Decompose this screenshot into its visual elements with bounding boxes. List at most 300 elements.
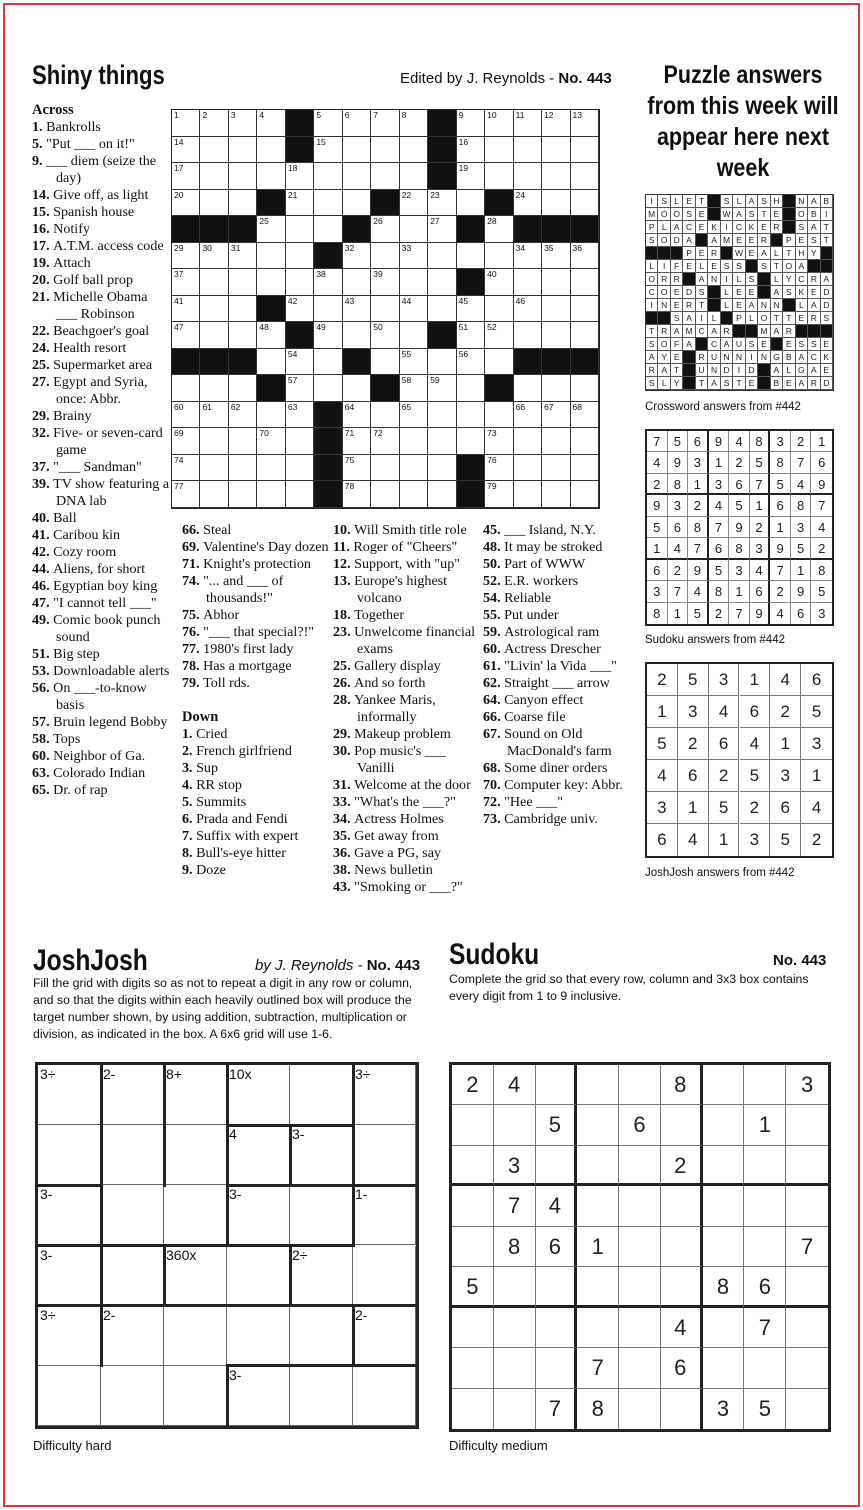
crossword-cell[interactable] [286, 455, 314, 482]
joshjosh-cell[interactable] [290, 1125, 353, 1185]
sudoku-cell[interactable] [744, 1348, 786, 1388]
joshjosh-cell[interactable] [353, 1065, 416, 1125]
crossword-cell[interactable] [485, 137, 513, 164]
crossword-cell[interactable] [286, 269, 314, 296]
crossword-cell[interactable] [400, 110, 428, 137]
sudoku-cell[interactable]: 8 [577, 1389, 619, 1429]
sudoku-cell[interactable]: 6 [744, 1267, 786, 1307]
sudoku-cell[interactable] [452, 1146, 494, 1186]
crossword-cell[interactable] [257, 137, 285, 164]
crossword-cell[interactable] [485, 428, 513, 455]
crossword-cell[interactable] [343, 481, 371, 508]
sudoku-cell[interactable]: 8 [494, 1227, 536, 1267]
crossword-cell[interactable] [257, 216, 285, 243]
crossword-cell[interactable] [172, 322, 200, 349]
sudoku-cell[interactable] [536, 1065, 578, 1105]
crossword-cell[interactable] [314, 216, 342, 243]
crossword-cell[interactable] [428, 216, 456, 243]
crossword-cell[interactable] [343, 428, 371, 455]
crossword-cell[interactable] [286, 243, 314, 270]
crossword-cell[interactable] [229, 137, 257, 164]
joshjosh-cell[interactable] [164, 1185, 227, 1245]
sudoku-cell[interactable] [452, 1389, 494, 1429]
sudoku-cell[interactable] [703, 1065, 745, 1105]
crossword-cell[interactable] [400, 243, 428, 270]
crossword-cell[interactable] [371, 216, 399, 243]
joshjosh-cell[interactable] [164, 1366, 227, 1426]
sudoku-cell[interactable] [536, 1267, 578, 1307]
crossword-cell[interactable] [229, 322, 257, 349]
sudoku-cell[interactable] [619, 1186, 661, 1226]
sudoku-cell[interactable] [661, 1267, 703, 1307]
joshjosh-cell[interactable] [101, 1366, 164, 1426]
crossword-cell[interactable] [428, 481, 456, 508]
crossword-cell[interactable] [257, 481, 285, 508]
sudoku-cell[interactable] [786, 1105, 828, 1145]
crossword-cell[interactable] [314, 349, 342, 376]
joshjosh-cell[interactable] [290, 1246, 353, 1306]
crossword-cell[interactable] [257, 428, 285, 455]
crossword-cell[interactable] [172, 110, 200, 137]
joshjosh-cell[interactable] [38, 1246, 101, 1306]
crossword-cell[interactable] [229, 110, 257, 137]
sudoku-cell[interactable]: 6 [619, 1105, 661, 1145]
crossword-cell[interactable] [457, 322, 485, 349]
joshjosh-cell[interactable] [353, 1366, 416, 1426]
crossword-cell[interactable] [314, 163, 342, 190]
crossword-cell[interactable] [542, 190, 570, 217]
crossword-cell[interactable] [485, 481, 513, 508]
sudoku-cell[interactable] [494, 1267, 536, 1307]
crossword-cell[interactable] [257, 322, 285, 349]
sudoku-cell[interactable] [619, 1308, 661, 1348]
sudoku-cell[interactable] [452, 1105, 494, 1145]
crossword-cell[interactable] [172, 402, 200, 429]
crossword-cell[interactable] [400, 137, 428, 164]
sudoku-cell[interactable] [786, 1389, 828, 1429]
sudoku-cell[interactable] [661, 1389, 703, 1429]
joshjosh-cell[interactable] [38, 1185, 101, 1245]
crossword-cell[interactable] [200, 296, 228, 323]
crossword-cell[interactable] [200, 137, 228, 164]
joshjosh-cell[interactable] [353, 1125, 416, 1185]
crossword-cell[interactable] [428, 296, 456, 323]
sudoku-cell[interactable] [619, 1389, 661, 1429]
crossword-cell[interactable] [485, 110, 513, 137]
sudoku-cell[interactable]: 1 [577, 1227, 619, 1267]
crossword-cell[interactable] [400, 349, 428, 376]
crossword-cell[interactable] [200, 190, 228, 217]
crossword-cell[interactable] [229, 481, 257, 508]
crossword-cell[interactable] [371, 296, 399, 323]
crossword-cell[interactable] [314, 110, 342, 137]
crossword-cell[interactable] [371, 402, 399, 429]
sudoku-cell[interactable] [619, 1267, 661, 1307]
sudoku-cell[interactable] [619, 1227, 661, 1267]
crossword-cell[interactable] [571, 110, 599, 137]
crossword-cell[interactable] [343, 402, 371, 429]
crossword-cell[interactable] [343, 190, 371, 217]
crossword-cell[interactable] [200, 428, 228, 455]
joshjosh-cell[interactable] [38, 1125, 101, 1185]
sudoku-cell[interactable] [536, 1348, 578, 1388]
crossword-cell[interactable] [400, 322, 428, 349]
crossword-cell[interactable] [485, 163, 513, 190]
sudoku-cell[interactable]: 8 [703, 1267, 745, 1307]
crossword-cell[interactable] [400, 481, 428, 508]
crossword-cell[interactable] [229, 163, 257, 190]
crossword-cell[interactable] [485, 216, 513, 243]
crossword-cell[interactable] [257, 349, 285, 376]
crossword-cell[interactable] [343, 375, 371, 402]
crossword-cell[interactable] [542, 428, 570, 455]
crossword-cell[interactable] [514, 243, 542, 270]
crossword-cell[interactable] [400, 455, 428, 482]
crossword-cell[interactable] [542, 402, 570, 429]
sudoku-cell[interactable] [744, 1065, 786, 1105]
joshjosh-cell[interactable] [290, 1065, 353, 1125]
crossword-cell[interactable] [314, 375, 342, 402]
sudoku-cell[interactable] [577, 1267, 619, 1307]
joshjosh-cell[interactable] [227, 1125, 290, 1185]
crossword-cell[interactable] [286, 190, 314, 217]
crossword-cell[interactable] [200, 110, 228, 137]
crossword-cell[interactable] [314, 190, 342, 217]
sudoku-cell[interactable] [577, 1105, 619, 1145]
crossword-cell[interactable] [200, 455, 228, 482]
crossword-cell[interactable] [371, 137, 399, 164]
crossword-cell[interactable] [286, 216, 314, 243]
crossword-cell[interactable] [400, 375, 428, 402]
sudoku-cell[interactable]: 7 [494, 1186, 536, 1226]
crossword-cell[interactable] [314, 322, 342, 349]
crossword-cell[interactable] [457, 163, 485, 190]
crossword-cell[interactable] [343, 322, 371, 349]
sudoku-cell[interactable]: 3 [494, 1146, 536, 1186]
crossword-cell[interactable] [343, 163, 371, 190]
sudoku-cell[interactable] [786, 1348, 828, 1388]
sudoku-cell[interactable]: 5 [744, 1389, 786, 1429]
sudoku-cell[interactable] [494, 1348, 536, 1388]
sudoku-cell[interactable] [703, 1308, 745, 1348]
crossword-cell[interactable] [371, 243, 399, 270]
joshjosh-cell[interactable] [227, 1246, 290, 1306]
crossword-cell[interactable] [400, 428, 428, 455]
crossword-cell[interactable] [229, 402, 257, 429]
crossword-cell[interactable] [200, 481, 228, 508]
crossword-cell[interactable] [172, 296, 200, 323]
crossword-cell[interactable] [200, 163, 228, 190]
joshjosh-cell[interactable] [290, 1366, 353, 1426]
sudoku-cell[interactable] [577, 1065, 619, 1105]
crossword-cell[interactable] [571, 190, 599, 217]
sudoku-cell[interactable]: 7 [577, 1348, 619, 1388]
crossword-cell[interactable] [286, 402, 314, 429]
crossword-cell[interactable] [571, 375, 599, 402]
crossword-cell[interactable] [514, 296, 542, 323]
crossword-cell[interactable] [485, 402, 513, 429]
crossword-cell[interactable] [172, 269, 200, 296]
crossword-cell[interactable] [428, 190, 456, 217]
sudoku-cell[interactable] [494, 1105, 536, 1145]
crossword-cell[interactable] [485, 455, 513, 482]
crossword-cell[interactable] [371, 349, 399, 376]
joshjosh-cell[interactable] [101, 1246, 164, 1306]
sudoku-cell[interactable] [703, 1186, 745, 1226]
joshjosh-cell[interactable] [101, 1125, 164, 1185]
crossword-cell[interactable] [428, 243, 456, 270]
sudoku-cell[interactable]: 2 [452, 1065, 494, 1105]
sudoku-cell[interactable]: 3 [786, 1065, 828, 1105]
sudoku-cell[interactable] [452, 1308, 494, 1348]
crossword-cell[interactable] [400, 296, 428, 323]
crossword-cell[interactable] [314, 137, 342, 164]
sudoku-cell[interactable] [661, 1105, 703, 1145]
crossword-cell[interactable] [457, 190, 485, 217]
crossword-cell[interactable] [400, 269, 428, 296]
crossword-cell[interactable] [542, 455, 570, 482]
sudoku-cell[interactable] [786, 1186, 828, 1226]
sudoku-cell[interactable]: 7 [744, 1308, 786, 1348]
crossword-cell[interactable] [542, 481, 570, 508]
joshjosh-cell[interactable] [38, 1065, 101, 1125]
sudoku-cell[interactable] [619, 1146, 661, 1186]
crossword-cell[interactable] [314, 269, 342, 296]
crossword-cell[interactable] [371, 110, 399, 137]
crossword-cell[interactable] [314, 296, 342, 323]
joshjosh-cell[interactable] [227, 1065, 290, 1125]
joshjosh-cell[interactable] [227, 1306, 290, 1366]
crossword-cell[interactable] [172, 137, 200, 164]
sudoku-cell[interactable]: 4 [536, 1186, 578, 1226]
sudoku-cell[interactable]: 7 [786, 1227, 828, 1267]
crossword-cell[interactable] [400, 190, 428, 217]
crossword-cell[interactable] [428, 375, 456, 402]
crossword-cell[interactable] [257, 110, 285, 137]
crossword-cell[interactable] [343, 269, 371, 296]
sudoku-cell[interactable] [661, 1227, 703, 1267]
sudoku-cell[interactable]: 8 [661, 1065, 703, 1105]
crossword-cell[interactable] [371, 481, 399, 508]
crossword-cell[interactable] [286, 349, 314, 376]
crossword-cell[interactable] [514, 190, 542, 217]
joshjosh-cell[interactable] [353, 1185, 416, 1245]
joshjosh-cell[interactable] [227, 1366, 290, 1426]
crossword-cell[interactable] [542, 110, 570, 137]
crossword-cell[interactable] [257, 402, 285, 429]
sudoku-cell[interactable] [577, 1308, 619, 1348]
joshjosh-cell[interactable] [164, 1246, 227, 1306]
crossword-cell[interactable] [286, 375, 314, 402]
crossword-cell[interactable] [257, 455, 285, 482]
crossword-cell[interactable] [457, 402, 485, 429]
joshjosh-cell[interactable] [353, 1246, 416, 1306]
crossword-cell[interactable] [514, 455, 542, 482]
sudoku-cell[interactable]: 5 [536, 1105, 578, 1145]
sudoku-cell[interactable]: 4 [661, 1308, 703, 1348]
sudoku-cell[interactable] [619, 1348, 661, 1388]
joshjosh-cell[interactable] [164, 1125, 227, 1185]
crossword-cell[interactable] [485, 269, 513, 296]
crossword-cell[interactable] [343, 137, 371, 164]
sudoku-cell[interactable] [577, 1146, 619, 1186]
crossword-cell[interactable] [571, 322, 599, 349]
crossword-cell[interactable] [172, 375, 200, 402]
crossword-cell[interactable] [457, 110, 485, 137]
crossword-cell[interactable] [400, 402, 428, 429]
crossword-cell[interactable] [571, 296, 599, 323]
crossword-cell[interactable] [229, 269, 257, 296]
sudoku-cell[interactable] [452, 1186, 494, 1226]
sudoku-cell[interactable] [744, 1186, 786, 1226]
crossword-cell[interactable] [200, 402, 228, 429]
crossword-cell[interactable] [172, 190, 200, 217]
crossword-cell[interactable] [371, 322, 399, 349]
crossword-cell[interactable] [229, 243, 257, 270]
sudoku-cell[interactable] [744, 1146, 786, 1186]
crossword-cell[interactable] [286, 163, 314, 190]
joshjosh-cell[interactable] [38, 1366, 101, 1426]
crossword-cell[interactable] [571, 481, 599, 508]
crossword-cell[interactable] [229, 190, 257, 217]
crossword-cell[interactable] [343, 110, 371, 137]
crossword-cell[interactable] [457, 349, 485, 376]
sudoku-cell[interactable]: 6 [661, 1348, 703, 1388]
crossword-cell[interactable] [428, 402, 456, 429]
sudoku-cell[interactable] [452, 1227, 494, 1267]
crossword-cell[interactable] [257, 243, 285, 270]
crossword-cell[interactable] [371, 455, 399, 482]
crossword-cell[interactable] [571, 455, 599, 482]
crossword-cell[interactable] [428, 269, 456, 296]
sudoku-cell[interactable]: 3 [703, 1389, 745, 1429]
crossword-cell[interactable] [457, 296, 485, 323]
crossword-cell[interactable] [400, 216, 428, 243]
sudoku-cell[interactable]: 7 [536, 1389, 578, 1429]
crossword-cell[interactable] [542, 296, 570, 323]
crossword-cell[interactable] [200, 322, 228, 349]
crossword-cell[interactable] [400, 163, 428, 190]
crossword-cell[interactable] [542, 375, 570, 402]
sudoku-cell[interactable]: 4 [494, 1065, 536, 1105]
sudoku-cell[interactable] [703, 1105, 745, 1145]
crossword-cell[interactable] [343, 296, 371, 323]
crossword-cell[interactable] [514, 402, 542, 429]
crossword-cell[interactable] [571, 402, 599, 429]
crossword-cell[interactable] [514, 137, 542, 164]
sudoku-cell[interactable] [703, 1348, 745, 1388]
sudoku-cell[interactable]: 2 [661, 1146, 703, 1186]
crossword-cell[interactable] [286, 428, 314, 455]
crossword-cell[interactable] [514, 428, 542, 455]
sudoku-cell[interactable] [703, 1146, 745, 1186]
crossword-cell[interactable] [172, 481, 200, 508]
crossword-cell[interactable] [172, 163, 200, 190]
sudoku-cell[interactable] [786, 1308, 828, 1348]
crossword-cell[interactable] [485, 296, 513, 323]
crossword-cell[interactable] [542, 137, 570, 164]
crossword-cell[interactable] [229, 455, 257, 482]
sudoku-cell[interactable] [494, 1389, 536, 1429]
joshjosh-cell[interactable] [353, 1306, 416, 1366]
crossword-cell[interactable] [542, 163, 570, 190]
joshjosh-cell[interactable] [101, 1065, 164, 1125]
sudoku-cell[interactable]: 6 [536, 1227, 578, 1267]
crossword-cell[interactable] [343, 243, 371, 270]
crossword-cell[interactable] [371, 428, 399, 455]
crossword-cell[interactable] [571, 243, 599, 270]
sudoku-cell[interactable] [577, 1186, 619, 1226]
crossword-cell[interactable] [514, 110, 542, 137]
crossword-cell[interactable] [542, 269, 570, 296]
sudoku-cell[interactable] [786, 1267, 828, 1307]
crossword-cell[interactable] [343, 455, 371, 482]
joshjosh-cell[interactable] [164, 1306, 227, 1366]
crossword-cell[interactable] [371, 269, 399, 296]
joshjosh-cell[interactable] [101, 1185, 164, 1245]
joshjosh-cell[interactable] [290, 1306, 353, 1366]
crossword-cell[interactable] [571, 269, 599, 296]
crossword-cell[interactable] [200, 269, 228, 296]
sudoku-cell[interactable] [786, 1146, 828, 1186]
sudoku-cell[interactable] [494, 1308, 536, 1348]
sudoku-cell[interactable] [661, 1186, 703, 1226]
crossword-cell[interactable] [428, 455, 456, 482]
crossword-cell[interactable] [457, 375, 485, 402]
crossword-cell[interactable] [286, 481, 314, 508]
crossword-cell[interactable] [571, 137, 599, 164]
crossword-cell[interactable] [229, 375, 257, 402]
crossword-cell[interactable] [514, 269, 542, 296]
crossword-cell[interactable] [257, 163, 285, 190]
crossword-cell[interactable] [172, 455, 200, 482]
joshjosh-cell[interactable] [38, 1306, 101, 1366]
crossword-cell[interactable] [200, 375, 228, 402]
crossword-cell[interactable] [229, 296, 257, 323]
crossword-cell[interactable] [514, 322, 542, 349]
crossword-cell[interactable] [485, 349, 513, 376]
joshjosh-cell[interactable] [227, 1185, 290, 1245]
sudoku-cell[interactable] [536, 1308, 578, 1348]
crossword-cell[interactable] [172, 243, 200, 270]
joshjosh-cell[interactable] [101, 1306, 164, 1366]
joshjosh-cell[interactable] [290, 1185, 353, 1245]
crossword-cell[interactable] [428, 428, 456, 455]
crossword-cell[interactable] [457, 428, 485, 455]
crossword-cell[interactable] [514, 375, 542, 402]
crossword-cell[interactable] [457, 243, 485, 270]
crossword-cell[interactable] [371, 163, 399, 190]
crossword-cell[interactable] [514, 481, 542, 508]
crossword-cell[interactable] [257, 269, 285, 296]
crossword-cell[interactable] [457, 137, 485, 164]
crossword-cell[interactable] [485, 243, 513, 270]
crossword-cell[interactable] [514, 163, 542, 190]
crossword-cell[interactable] [229, 428, 257, 455]
crossword-cell[interactable] [286, 296, 314, 323]
crossword-cell[interactable] [428, 349, 456, 376]
crossword-cell[interactable] [485, 322, 513, 349]
sudoku-cell[interactable] [452, 1348, 494, 1388]
sudoku-cell[interactable] [744, 1227, 786, 1267]
crossword-cell[interactable] [200, 243, 228, 270]
sudoku-cell[interactable]: 5 [452, 1267, 494, 1307]
crossword-cell[interactable] [571, 163, 599, 190]
crossword-cell[interactable] [571, 428, 599, 455]
crossword-cell[interactable] [542, 243, 570, 270]
sudoku-cell[interactable] [619, 1065, 661, 1105]
crossword-cell[interactable] [542, 322, 570, 349]
